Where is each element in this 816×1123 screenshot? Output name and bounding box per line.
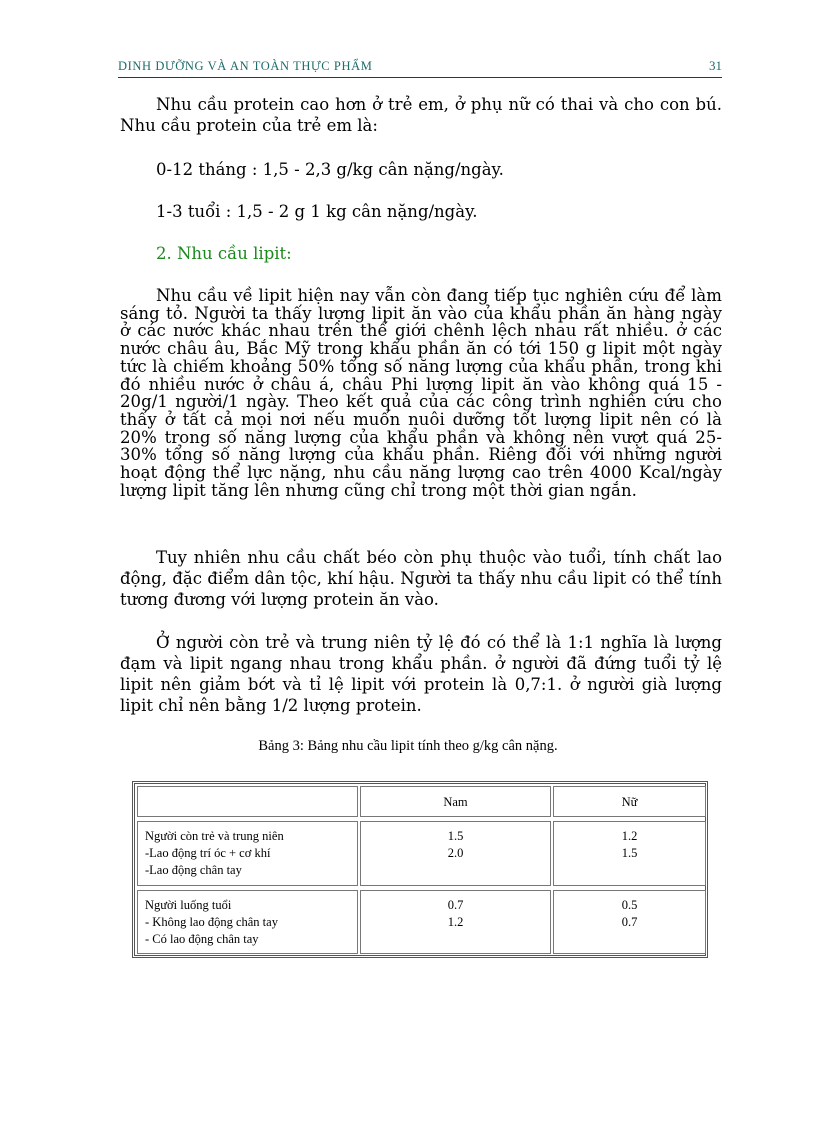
cell-value: 2.0 <box>447 846 464 860</box>
table-cell-nu <box>553 890 706 954</box>
table-header-nam <box>360 786 551 817</box>
requirement-toddler: 1-3 tuổi : 1,5 - 2 g 1 kg cân nặng/ngày. <box>156 202 478 221</box>
cell-value: 1.5 <box>447 829 464 843</box>
cell-value: 0.7 <box>447 898 464 912</box>
table-cell-nam <box>360 821 551 886</box>
row-label-line: -Lao động chân tay <box>145 863 242 877</box>
lipid-paragraph: Nhu cầu về lipit hiện nay vẫn còn đang tiếp tục nghiên cứu để làm sáng tỏ. Người ta thấy lượng lipit ăn vào của khẩu phần ăn hàng ngày ở các nước khác nhau trên thế giới chênh lệch nhau rất nhiều. ở các nước châu âu, Bắc Mỹ trong khẩu phần ăn có tới 150 g lipit một ngày tức là chiếm khoảng 50% tổng số năng lượng của khẩu phần, trong khi đó nhiều nước ở châu á, châu Phi lượng lipit ăn vào không quá 15 - 20g/1 người/1 ngày. Theo kết quả của các công trình nghiên cứu cho thấy ở tất cả mọi nơi nếu muốn nuôi dưỡng tốt lượng lipit nên có là 20% trong số năng lượng của khẩu phần và không nên vượt quá 25-30% tổng số năng lượng của khẩu phần. Riêng đối với những người hoạt động thể lực nặng, nhu cầu năng lượng cao trên 4000 Kcal/ngày lượng lipit tăng lên nhưng cũng chỉ trong một thời gian ngắn. <box>120 286 722 500</box>
header-nam-label: Nam <box>443 795 468 809</box>
running-header <box>118 57 722 78</box>
row-label-line: Người luống tuổi <box>145 898 232 912</box>
section-heading-lipid: 2. Nhu cầu lipit: <box>156 244 292 263</box>
header-title: DINH DƯỠNG VÀ AN TOÀN THỰC PHẨM <box>118 59 373 73</box>
table-header-nu <box>553 786 706 817</box>
requirement-infant: 0-12 tháng : 1,5 - 2,3 g/kg cân nặng/ngày. <box>156 160 504 179</box>
table-cell-nam <box>360 890 551 954</box>
row-label-line: Người còn trẻ và trung niên <box>145 829 284 843</box>
header-nu-label: Nữ <box>621 795 638 809</box>
table-header-blank <box>137 786 358 817</box>
cell-value: 1.2 <box>447 915 464 929</box>
row-label-line: -Lao động trí óc + cơ khí <box>145 846 271 860</box>
table-cell-nu <box>553 821 706 886</box>
cell-value: 1.2 <box>621 829 638 843</box>
table-caption: Bảng 3: Bảng nhu cầu lipit tính theo g/kg cân nặng. <box>258 738 558 754</box>
intro-paragraph: Nhu cầu protein cao hơn ở trẻ em, ở phụ nữ có thai và cho con bú. Nhu cầu protein của trẻ em là: <box>120 95 722 135</box>
ratio-paragraph: Ở người còn trẻ và trung niên tỷ lệ đó có thể là 1:1 nghĩa là lượng đạm và lipit ngang nhau trong khẩu phần. ở người đã đứng tuổi tỷ lệ lipit nên giảm bớt và tỉ lệ lipit với protein là 0,7:1. ở người già lượng lipit chỉ nên bằng 1/2 lượng protein. <box>120 633 722 715</box>
cell-value: 1.5 <box>621 846 638 860</box>
cell-value: 0.7 <box>621 915 638 929</box>
row-label-line: - Không lao động chân tay <box>145 915 278 929</box>
cell-value: 0.5 <box>621 898 638 912</box>
table-row-label <box>137 821 358 886</box>
page-number: 31 <box>709 58 722 73</box>
table-row-label <box>137 890 358 954</box>
lipid-table <box>132 781 708 958</box>
row-label-line: - Có lao động chân tay <box>145 932 259 946</box>
fat-paragraph: Tuy nhiên nhu cầu chất béo còn phụ thuộc vào tuổi, tính chất lao động, đặc điểm dân tộc, khí hậu. Người ta thấy nhu cầu lipit có thể tính tương đương với lượng protein ăn vào. <box>120 548 722 609</box>
